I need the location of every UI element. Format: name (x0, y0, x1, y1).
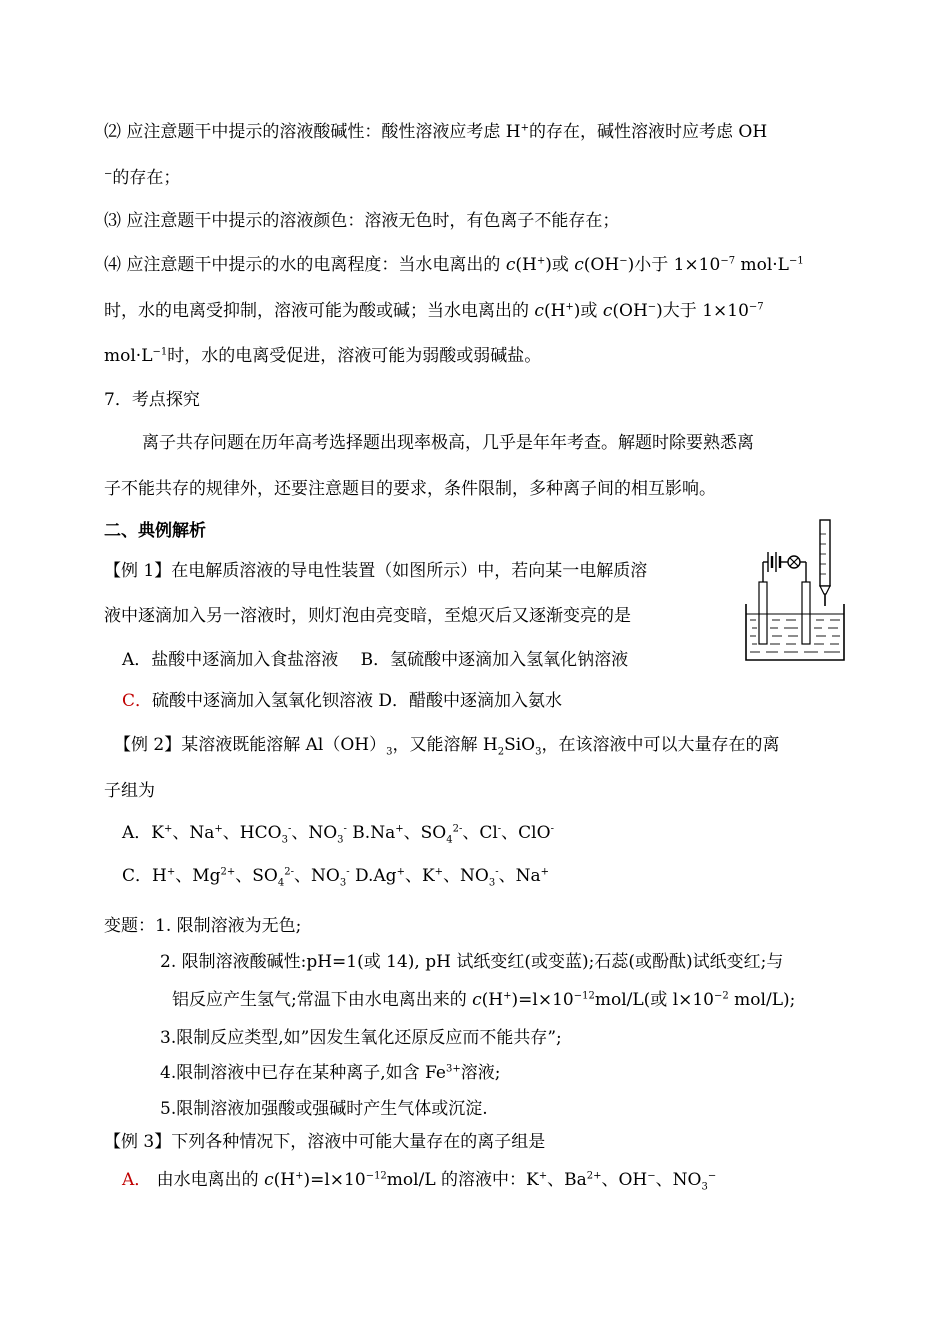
variant-item: 2. 限制溶液酸碱性:pH=1(或 14), pH 试纸变红(或变蓝);石蕊(或酚酞)试纸变红;与 (160, 952, 784, 972)
section-heading: 二、典例解析 (104, 521, 206, 541)
example-1-options: A．盐酸中逐滴加入食盐溶液 B．氢硫酸中逐滴加入氢氧化钠溶液 (122, 650, 629, 670)
example-2-options: C．H+、$Mg^{2+}$、$SO_4^{2-}$、$NO_3^-$ D.Ag+、K+、$NO_3^-$、Na+ (122, 866, 550, 889)
section-heading: 7．考点探究 (104, 390, 200, 410)
conductivity-apparatus-figure (740, 516, 850, 666)
text-line: ⑷ 应注意题干中提示的水的电离程度：当水电离出的 c(H+)或 c(OH−)小于 $1\times 10^{-7}$ $mol\cdot L^{-1}$ (104, 255, 804, 275)
example-3-question: 【例 3】下列各种情况下，溶液中可能大量存在的离子组是 (104, 1132, 546, 1152)
text-line: $mol\cdot L^{-1}$时，水的电离受促进，溶液可能为弱酸或弱碱盐。 (104, 346, 542, 366)
text-line: ⑶ 应注意题干中提示的溶液颜色：溶液无色时，有色离子不能存在； (104, 211, 620, 231)
example-2-options: A．K+、Na+、$HCO_3^-$、$NO_3^-$ B.Na+、$SO_4^{2-}$、Cl-、ClO- (122, 823, 554, 846)
text-line: −的存在； (104, 168, 181, 188)
variant-item: 4.限制溶液中已存在某种离子,如含 $Fe^{3+}$溶液; (160, 1063, 501, 1083)
text-line: 子不能共存的规律外，还要注意题目的要求，条件限制，多种离子间的相互影响。 (104, 479, 716, 499)
example-1-options: C．硫酸中逐滴加入氢氧化钡溶液 D．醋酸中逐滴加入氨水 (122, 691, 563, 711)
example-1-question: 【例 1】在电解质溶液的导电性装置（如图所示）中，若向某一电解质溶 (104, 561, 648, 581)
variant-item: 铝反应产生氢气;常温下由水电离出来的 $c(H^+)=l\times 10^{-12}mol/L$(或 $l\times 10^{-2}$ mol/L); (172, 990, 796, 1010)
variant-item: 3.限制反应类型,如”因发生氧化还原反应而不能共存”; (160, 1028, 562, 1048)
example-2-question: 子组为 (104, 781, 155, 801)
variant-item: 变题：1. 限制溶液为无色; (104, 916, 302, 936)
example-3-options: A． 由水电离出的 $c(H^+)=l\times 10^{-12}mol/L$ 的溶液中：K+、$Ba^{2+}$、OH−、$NO_3^-$ (122, 1170, 717, 1193)
example-2-question: 【例 2】某溶液既能溶解 $Al(OH)_3$，又能溶解 $H_2SiO_3$，在该溶液中可以大量存在的离 (114, 735, 780, 758)
text-line: 时，水的电离受抑制，溶液可能为酸或碱；当水电离出的 c(H+)或 c(OH−)大于 $1\times 10^{-7}$ (104, 301, 764, 321)
example-1-question: 液中逐滴加入另一溶液时，则灯泡由亮变暗，至熄灭后又逐渐变亮的是 (104, 606, 631, 626)
text-line: ⑵ 应注意题干中提示的溶液酸碱性：酸性溶液应考虑 H+的存在，碱性溶液时应考虑 OH (104, 122, 768, 142)
variant-item: 5.限制溶液加强酸或强碱时产生气体或沉淀. (160, 1099, 488, 1119)
text-line: 离子共存问题在历年高考选择题出现率极高，几乎是年年考查。解题时除要熟悉离 (142, 433, 754, 453)
